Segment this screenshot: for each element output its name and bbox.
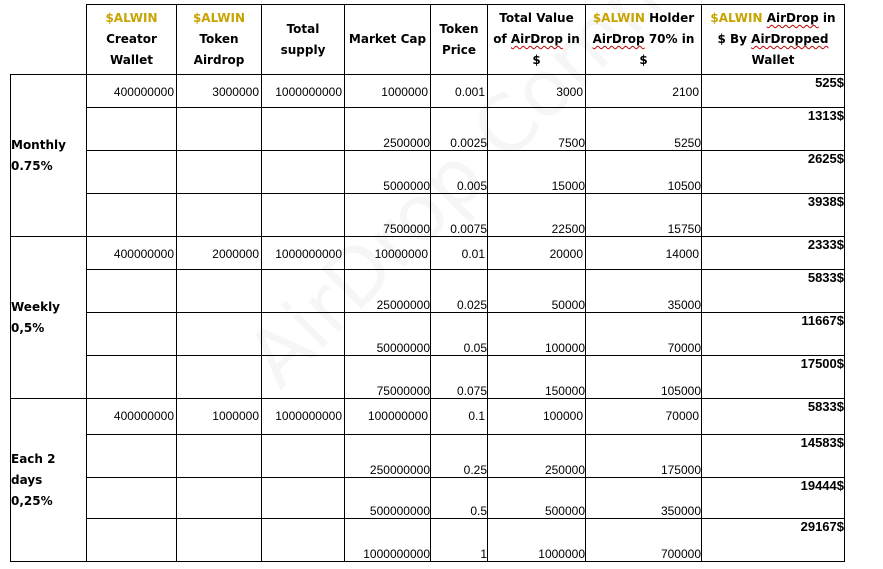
token-airdrop-cell: 2000000 (177, 237, 262, 270)
total-value-cell: 20000 (488, 237, 586, 270)
empty-cell (262, 151, 345, 194)
group-label-weekly: Weekly 0,5% (11, 237, 87, 399)
holder-value-cell: 35000 (586, 270, 702, 313)
creator-wallet-cell: 400000000 (87, 75, 177, 108)
total-value-cell: 15000 (488, 151, 586, 194)
table-row (11, 435, 845, 478)
empty-cell (87, 194, 177, 237)
empty-cell (262, 435, 345, 478)
empty-cell (87, 356, 177, 399)
market-cap-cell: 7500000 (345, 194, 431, 237)
empty-cell (262, 519, 345, 562)
total-supply-cell: 1000000000 (262, 237, 345, 270)
empty-cell (177, 108, 262, 151)
holder-value-cell: 15750 (586, 194, 702, 237)
token-airdrop-cell: 3000000 (177, 75, 262, 108)
market-cap-cell: 75000000 (345, 356, 431, 399)
empty-cell (262, 194, 345, 237)
header-blank-cell (11, 5, 87, 75)
market-cap-cell: 500000000 (345, 478, 431, 519)
table-row (11, 270, 845, 313)
wallet-value-cell: 5833$ (702, 399, 845, 435)
holder-value-cell: 175000 (586, 435, 702, 478)
wallet-value-cell: 11667$ (702, 313, 845, 356)
creator-wallet-cell: 400000000 (87, 237, 177, 270)
holder-value-cell: 5250 (586, 108, 702, 151)
empty-cell (262, 478, 345, 519)
table-row (11, 519, 845, 562)
wallet-value-cell: 19444$ (702, 478, 845, 519)
holder-value-cell: 10500 (586, 151, 702, 194)
token-price-cell: 0.05 (431, 313, 488, 356)
total-value-cell: 50000 (488, 270, 586, 313)
table-row (11, 237, 845, 270)
market-cap-cell: 100000000 (345, 399, 431, 435)
wallet-value-cell: 29167$ (702, 519, 845, 562)
wallet-value-cell: 5833$ (702, 270, 845, 313)
total-value-cell: 100000 (488, 313, 586, 356)
creator-wallet-cell: 400000000 (87, 399, 177, 435)
market-cap-cell: 50000000 (345, 313, 431, 356)
header-token-airdrop: $ALWIN Token Airdrop (177, 5, 262, 75)
empty-cell (87, 108, 177, 151)
holder-value-cell: 2100 (586, 75, 702, 108)
holder-value-cell: 70000 (586, 399, 702, 435)
table-row (11, 75, 845, 108)
holder-value-cell: 700000 (586, 519, 702, 562)
token-price-cell: 0.0075 (431, 194, 488, 237)
market-cap-cell: 25000000 (345, 270, 431, 313)
header-creator-wallet: $ALWIN Creator Wallet (87, 5, 177, 75)
header-row (11, 5, 845, 75)
holder-value-cell: 105000 (586, 356, 702, 399)
holder-value-cell: 350000 (586, 478, 702, 519)
wallet-value-cell: 2625$ (702, 151, 845, 194)
table-row (11, 151, 845, 194)
wallet-value-cell: 2333$ (702, 237, 845, 270)
wallet-value-cell: 17500$ (702, 356, 845, 399)
empty-cell (177, 435, 262, 478)
table-row (11, 399, 845, 435)
empty-cell (87, 519, 177, 562)
total-supply-cell: 1000000000 (262, 75, 345, 108)
holder-value-cell: 14000 (586, 237, 702, 270)
empty-cell (87, 270, 177, 313)
token-price-cell: 0.075 (431, 356, 488, 399)
header-holder-airdrop: $ALWIN Holder AirDrop 70% in $ (586, 5, 702, 75)
total-value-cell: 3000 (488, 75, 586, 108)
token-airdrop-cell: 1000000 (177, 399, 262, 435)
empty-cell (262, 270, 345, 313)
empty-cell (87, 478, 177, 519)
token-price-cell: 0.005 (431, 151, 488, 194)
wallet-value-cell: 3938$ (702, 194, 845, 237)
group-label-monthly: Monthly 0.75% (11, 75, 87, 237)
total-value-cell: 100000 (488, 399, 586, 435)
token-price-cell: 0.25 (431, 435, 488, 478)
market-cap-cell: 1000000000 (345, 519, 431, 562)
empty-cell (177, 194, 262, 237)
airdrop-table (10, 4, 845, 562)
table-row (11, 478, 845, 519)
empty-cell (177, 519, 262, 562)
empty-cell (177, 313, 262, 356)
wallet-value-cell: 1313$ (702, 108, 845, 151)
total-value-cell: 1000000 (488, 519, 586, 562)
token-price-cell: 0.5 (431, 478, 488, 519)
wallet-value-cell: 525$ (702, 75, 845, 108)
empty-cell (87, 313, 177, 356)
wallet-value-cell: 14583$ (702, 435, 845, 478)
empty-cell (262, 356, 345, 399)
market-cap-cell: 2500000 (345, 108, 431, 151)
header-total-supply: Total supply (262, 5, 345, 75)
holder-value-cell: 70000 (586, 313, 702, 356)
group-label-each-2-days: Each 2 days 0,25% (11, 399, 87, 562)
market-cap-cell: 1000000 (345, 75, 431, 108)
empty-cell (87, 151, 177, 194)
total-value-cell: 22500 (488, 194, 586, 237)
empty-cell (262, 313, 345, 356)
token-price-cell: 0.1 (431, 399, 488, 435)
market-cap-cell: 250000000 (345, 435, 431, 478)
header-token-price: Token Price (431, 5, 488, 75)
empty-cell (177, 151, 262, 194)
token-price-cell: 0.025 (431, 270, 488, 313)
table-row (11, 313, 845, 356)
total-supply-cell: 1000000000 (262, 399, 345, 435)
total-value-cell: 7500 (488, 108, 586, 151)
header-total-value: Total Value of AirDrop in $ (488, 5, 586, 75)
total-value-cell: 150000 (488, 356, 586, 399)
empty-cell (177, 478, 262, 519)
empty-cell (87, 435, 177, 478)
market-cap-cell: 10000000 (345, 237, 431, 270)
empty-cell (177, 270, 262, 313)
market-cap-cell: 5000000 (345, 151, 431, 194)
total-value-cell: 250000 (488, 435, 586, 478)
header-market-cap: Market Cap (345, 5, 431, 75)
table-row (11, 108, 845, 151)
token-price-cell: 0.001 (431, 75, 488, 108)
table-row (11, 194, 845, 237)
empty-cell (177, 356, 262, 399)
token-price-cell: 0.01 (431, 237, 488, 270)
total-value-cell: 500000 (488, 478, 586, 519)
header-airdrop-wallet: $ALWIN AirDrop in $ By AirDropped Wallet (702, 5, 845, 75)
token-price-cell: 0.0025 (431, 108, 488, 151)
empty-cell (262, 108, 345, 151)
token-price-cell: 1 (431, 519, 488, 562)
table-row (11, 356, 845, 399)
